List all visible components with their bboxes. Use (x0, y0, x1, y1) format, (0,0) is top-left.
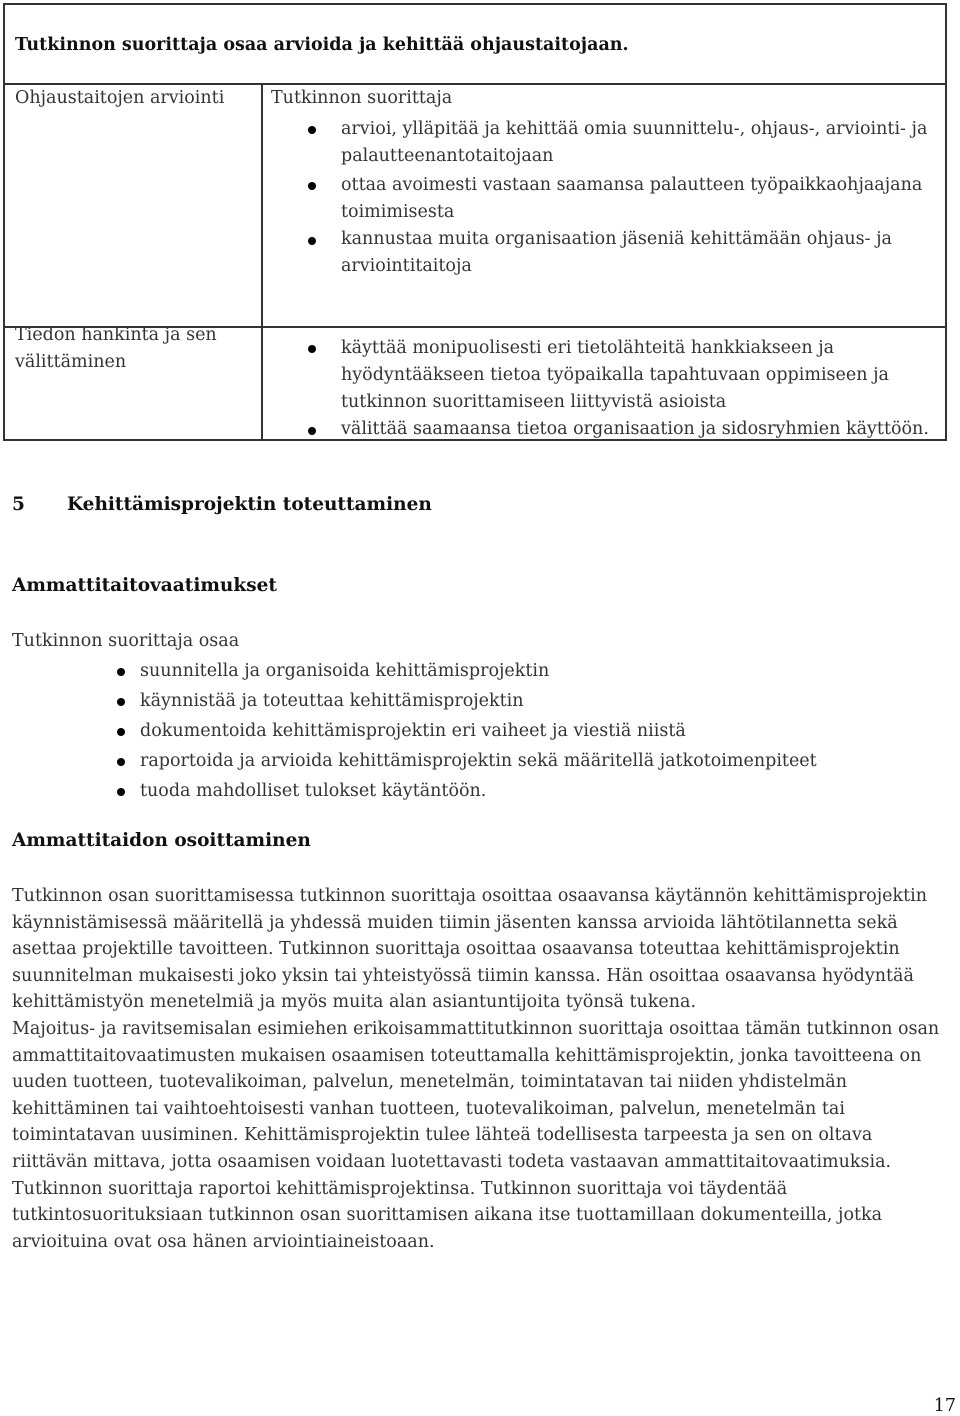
demonstration-paragraph: Tutkinnon osan suorittamisessa tutkinnon suorittaja osoittaa osaavansa käytännön kehittämisprojektin käynnistämisessä määritellä ja yhdessä muiden tiimin jäsenten kanssa arvioida lähtötilannetta sekä asettaa projektille tavoitteen. Tutkinnon suorittaja osoittaa osaavansa toteuttaa kehittämisprojektin suunnitelman mukaisesti joko yksin tai yhteistyössä tiimin kanssa. Hän osoittaa osaavansa hyödyntää kehittämistyön menetelmiä ja myös muita alan asiantuntijoita työnsä tukena. Majoitus- ja ravitsemisalan esimiehen erikoisammattitutkinnon suorittaja osoittaa tämän tutkinnon osan ammattitaitovaatimusten mukaisen osaamisen toteuttamalla kehittämisprojektin, jonka tavoitteena on uuden tuotteen, tuotevalikoiman, palvelun, menetelmän, toimintatavan tai niiden yhdistelmän kehittäminen tai vaihtoehtoisesti vanhan tuotteen, tuotevalikoiman, palvelun, menetelmän tai toimintatavan uusiminen. Kehittämisprojektin tulee lähteä todellisesta tarpeesta ja sen on oltava riittävän mittava, jotta osaamisen voidaan luotettavasti todeta vastaavan ammattitaitovaatimuksia. Tutkinnon suorittaja raportoi kehittämisprojektinsa. Tutkinnon suorittaja voi täydentää tutkintosuorituksiaan tutkinnon osan suorittamisen aikana itse tuottamillaan dokumenteilla, jotka arvioituina ovat osa hänen arviointiaineistoaan. (12, 886, 940, 1252)
page-number: 17 (933, 1396, 956, 1416)
list-item: raportoida ja arvioida kehittämisprojektin sekä määritellä jatkotoimenpiteet (140, 751, 817, 771)
requirements-heading: Ammattitaitovaatimukset (12, 575, 277, 596)
list-item: käynnistää ja toteuttaa kehittämisprojektin (140, 691, 524, 711)
requirements-intro: Tutkinnon suorittaja osaa (12, 631, 240, 651)
bullet-icon (308, 126, 316, 134)
bullet-icon (117, 758, 125, 766)
bullet-icon (308, 345, 316, 353)
bullet-icon (117, 668, 125, 676)
bullet-icon (117, 698, 125, 706)
row-label-tiedon-hankinta: Tiedon hankinta ja sen välittäminen (15, 325, 217, 372)
section-heading (12, 494, 432, 515)
bullet-icon (117, 788, 125, 796)
bullet-icon (308, 182, 316, 190)
list-item: arvioi, ylläpitää ja kehittää omia suunnittelu-, ohjaus-, arviointi- ja palautteenantotaitojaan (341, 119, 928, 166)
column-divider (261, 83, 263, 439)
bullet-icon (117, 728, 125, 736)
list-item: tuoda mahdolliset tulokset käytäntöön. (140, 781, 487, 801)
competence-table (3, 3, 947, 441)
row-intro: Tutkinnon suorittaja (271, 88, 453, 108)
row-label-ohjaustaitojen-arviointi: Ohjaustaitojen arviointi (15, 88, 225, 108)
list-item: välittää saamaansa tietoa organisaation ja sidosryhmien käyttöön. (341, 419, 929, 439)
list-item: kannustaa muita organisaation jäseniä kehittämään ohjaus- ja arviointitaitoja (341, 229, 892, 276)
list-item: ottaa avoimesti vastaan saamansa palautteen työpaikkaohjaajana toimimisesta (341, 175, 923, 222)
list-item: käyttää monipuolisesti eri tietolähteitä hankkiakseen ja hyödyntääkseen tietoa työpaikalla tapahtuvaan oppimiseen ja tutkinnon suorittamiseen liittyvistä asioista (341, 338, 889, 412)
list-item: suunnitella ja organisoida kehittämisprojektin (140, 661, 550, 681)
table-header-row (5, 5, 945, 85)
section-number: 5 (12, 494, 25, 515)
section-title: Kehittämisprojektin toteuttaminen (67, 494, 432, 515)
bullet-icon (308, 237, 316, 245)
list-item: dokumentoida kehittämisprojektin eri vaiheet ja viestiä niistä (140, 721, 686, 741)
table-title: Tutkinnon suorittaja osaa arvioida ja kehittää ohjaustaitojaan. (15, 35, 629, 55)
demonstration-heading: Ammattitaidon osoittaminen (12, 830, 311, 851)
bullet-icon (308, 427, 316, 435)
